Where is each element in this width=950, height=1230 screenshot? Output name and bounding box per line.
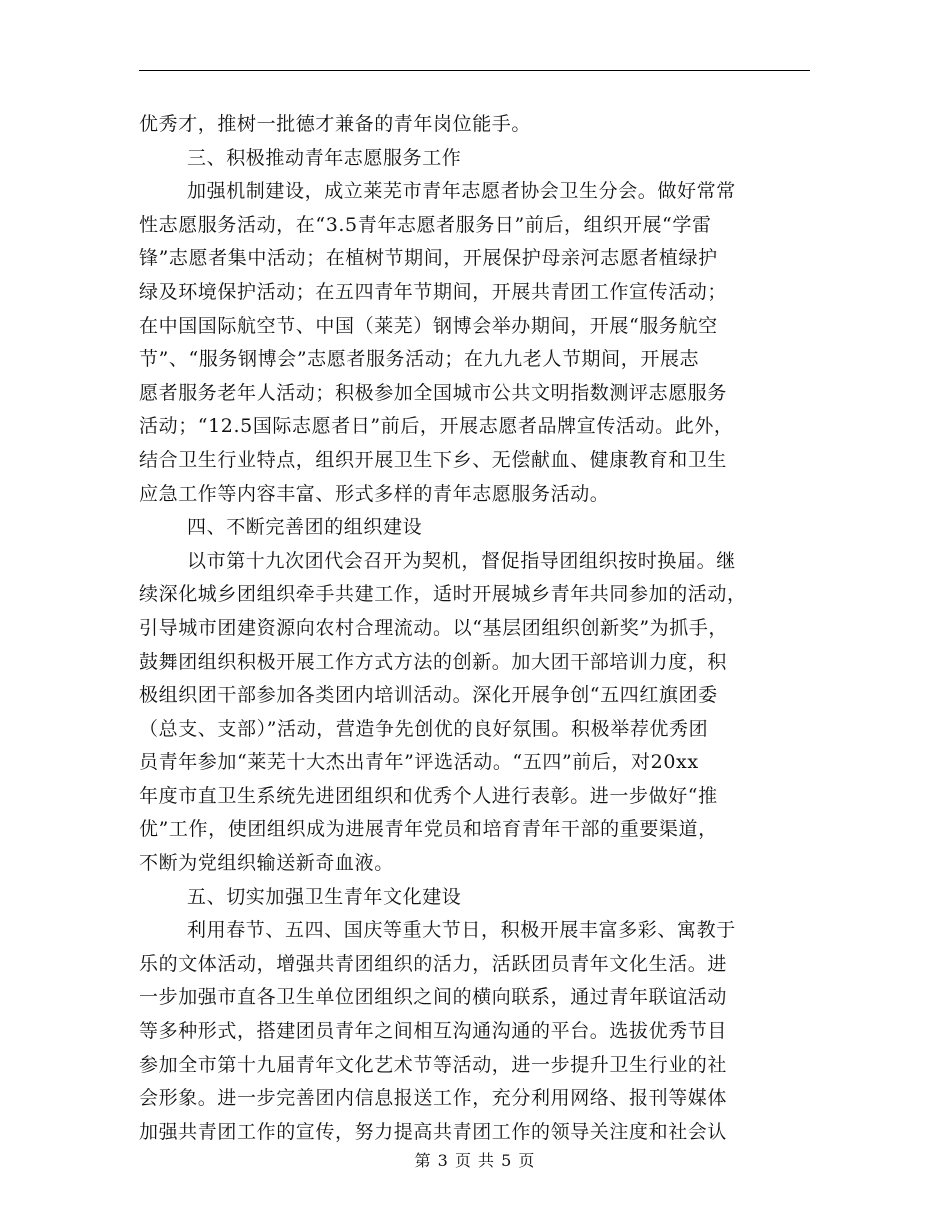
text-line: 乐的文体活动，增强共青团组织的活力，活跃团员青年文化生活。进 (139, 952, 728, 975)
text-line: 五、切实加强卫生青年文化建设 (187, 885, 462, 908)
text-line: 员青年参加“莱芜十大杰出青年”评选活动。“五四”前后，对20xx (139, 751, 699, 774)
text-line: 等多种形式，搭建团员青年之间相互沟通沟通的平台。选拔优秀节目 (139, 1020, 728, 1043)
text-line: 绿及环境保护活动；在五四青年节期间，开展共青团工作宣传活动； (139, 280, 728, 303)
text-line: 年度市直卫生系统先进团组织和优秀个人进行表彰。进一步做好“推 (139, 784, 718, 807)
text-line: 应急工作等内容丰富、形式多样的青年志愿服务活动。 (139, 482, 610, 505)
text-line: 不断为党组织输送新奇血液。 (139, 852, 394, 875)
text-line: 结合卫生行业特点，组织开展卫生下乡、无偿献血、健康教育和卫生 (139, 448, 728, 471)
text-line: 三、积极推动青年志愿服务工作 (187, 146, 462, 169)
text-line: 参加全市第十九届青年文化艺术节等活动，进一步提升卫生行业的社 (139, 1053, 728, 1076)
page-number: 第 3 页 共 5 页 (414, 1151, 536, 1170)
text-line: 优”工作，使团组织成为进展青年党员和培育青年干部的重要渠道， (139, 818, 718, 841)
text-line: 加强共青团工作的宣传，努力提高共青团工作的领导关注度和社会认 (139, 1120, 728, 1143)
text-line: 利用春节、五四、国庆等重大节日，积极开展丰富多彩、寓教于 (187, 919, 736, 942)
text-line: 续深化城乡团组织牵手共建工作，适时开展城乡青年共同参加的活动， (139, 583, 747, 606)
text-line: 性志愿服务活动，在“3.5青年志愿者服务日”前后，组织开展“学雷 (139, 213, 712, 236)
text-line: 以市第十九次团代会召开为契机，督促指导团组织按时换届。继 (187, 549, 736, 572)
text-line: 鼓舞团组织积极开展工作方式方法的创新。加大团干部培训力度，积 (139, 650, 728, 673)
text-line: （总支、支部）”活动，营造争先创优的良好氛围。积极举荐优秀团 (139, 717, 709, 740)
text-line: 在中国国际航空节、中国（莱芜）钢博会举办期间，开展“服务航空 (139, 314, 718, 337)
text-line: 一步加强市直各卫生单位团组织之间的横向联系，通过青年联谊活动 (139, 986, 728, 1009)
text-line: 四、不断完善团的组织建设 (187, 516, 423, 539)
text-line: 加强机制建设，成立莱芜市青年志愿者协会卫生分会。做好常常 (187, 180, 736, 203)
text-line: 锋”志愿者集中活动；在植树节期间，开展保护母亲河志愿者植绿护 (139, 247, 718, 270)
text-line: 节”、“服务钢博会”志愿者服务活动；在九九老人节期间，开展志 (139, 348, 700, 371)
text-line: 愿者服务老年人活动；积极参加全国城市公共文明指数测评志愿服务 (139, 381, 728, 404)
text-line: 会形象。进一步完善团内信息报送工作，充分利用网络、报刊等媒体 (139, 1087, 728, 1110)
text-line: 优秀才，推树一批德才兼备的青年岗位能手。 (139, 113, 532, 135)
text-line: 活动；“12.5国际志愿者日”前后，开展志愿者品牌宣传活动。此外， (139, 415, 734, 438)
document-body (139, 108, 811, 1149)
text-line: 极组织团干部参加各类团内培训活动。深化开展争创“五四红旗团委 (139, 684, 718, 707)
header-rule (139, 70, 810, 71)
text-line: 引导城市团建资源向农村合理流动。以“基层团组织创新奖”为抓手， (139, 616, 729, 639)
